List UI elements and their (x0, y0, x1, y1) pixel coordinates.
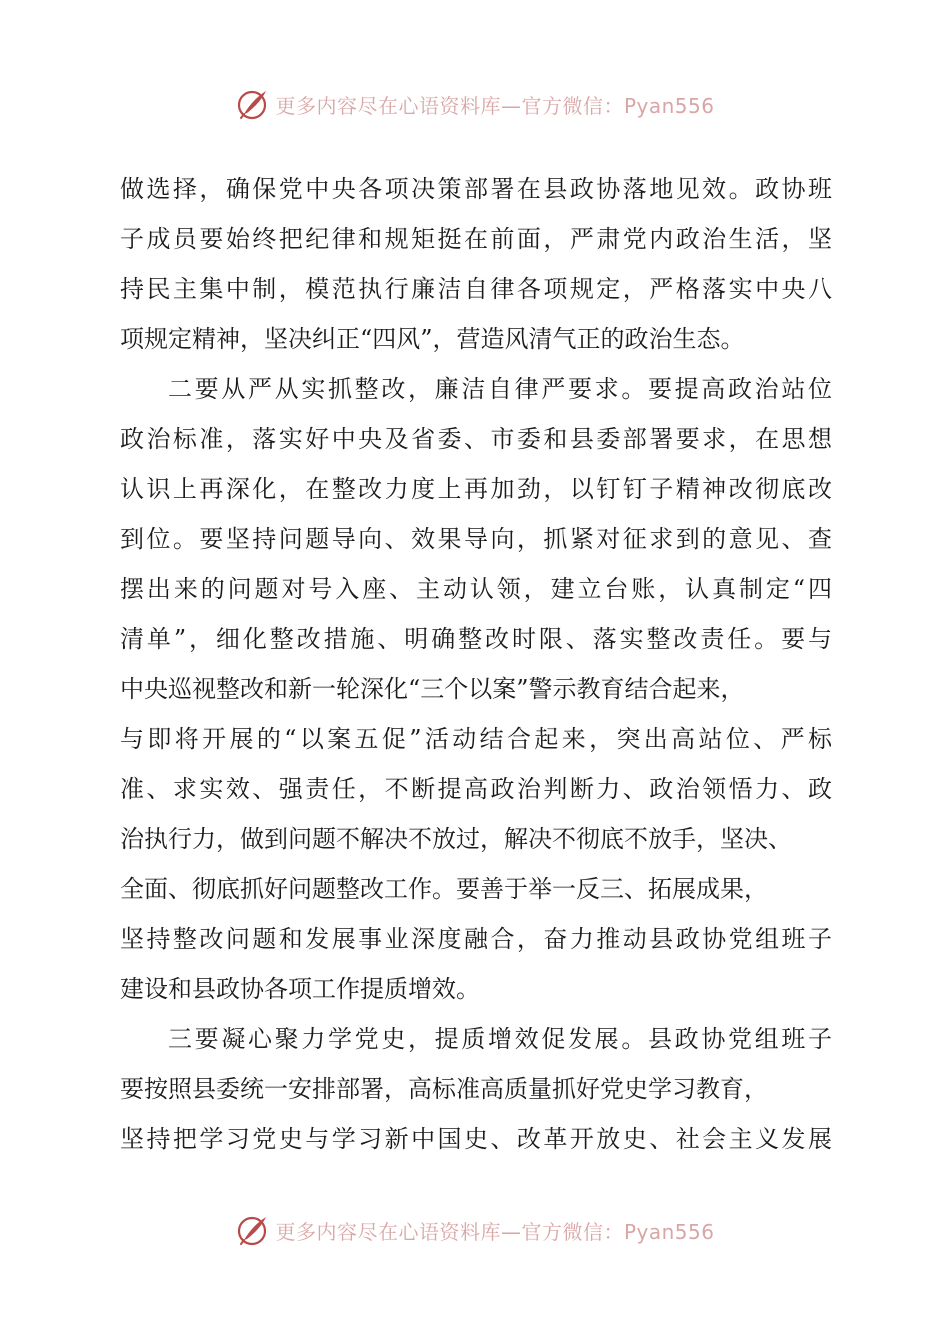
watermark-header (0, 84, 950, 124)
paragraph-first-line: 二要从严从实抓整改，廉洁自律严要求。要提高政治站位 (168, 375, 832, 403)
text-line: 认识上再深化，在整改力度上再加劲，以钉钉子精神改彻底改 (120, 475, 832, 503)
text-line: 子成员要始终把纪律和规矩挺在前面，严肃党内政治生活，坚 (120, 225, 832, 253)
watermark-footer (0, 1210, 950, 1250)
text-line: 要按照县委统一安排部署，高标准高质量抓好党史学习教育， (120, 1075, 768, 1103)
text-line: 清单”，细化整改措施、明确整改时限、落实整改责任。要与 (120, 625, 832, 653)
watermark-text: 更多内容尽在心语资料库—官方微信：Pyan556 (275, 93, 715, 118)
paragraph-first-line: 三要凝心聚力学党史，提质增效促发展。县政协党组班子 (168, 1025, 832, 1053)
text-line: 坚持把学习党史与学习新中国史、改革开放史、社会主义发展 (120, 1125, 832, 1153)
text-line: 项规定精神，坚决纠正“四风”，营造风清气正的政治生态。 (120, 325, 745, 353)
watermark-text: 更多内容尽在心语资料库—官方微信：Pyan556 (275, 1219, 715, 1244)
document-body (120, 164, 832, 1164)
text-line: 中央巡视整改和新一轮深化“三个以案”警示教育结合起来， (120, 675, 745, 703)
text-line: 持民主集中制，模范执行廉洁自律各项规定，严格落实中央八 (120, 275, 832, 303)
text-line: 政治标准，落实好中央及省委、市委和县委部署要求，在思想 (120, 425, 832, 453)
text-line: 到位。要坚持问题导向、效果导向，抓紧对征求到的意见、查 (120, 525, 832, 553)
text-line: 做选择，确保党中央各项决策部署在县政协落地见效。政协班 (120, 175, 832, 203)
text-line: 坚持整改问题和发展事业深度融合，奋力推动县政协党组班子 (120, 925, 832, 953)
text-line: 治执行力，做到问题不解决不放过，解决不彻底不放手，坚决、 (120, 825, 792, 853)
text-line: 摆出来的问题对号入座、主动认领，建立台账，认真制定“四 (120, 575, 832, 603)
text-line: 全面、彻底抓好问题整改工作。要善于举一反三、拓展成果， (120, 875, 768, 903)
text-line: 建设和县政协各项工作提质增效。 (120, 975, 480, 1003)
quill-logo-icon (235, 1212, 271, 1248)
text-line: 准、求实效、强责任，不断提高政治判断力、政治领悟力、政 (120, 775, 832, 803)
text-line: 与即将开展的“以案五促”活动结合起来，突出高站位、严标 (120, 725, 832, 753)
quill-logo-icon (235, 86, 271, 122)
